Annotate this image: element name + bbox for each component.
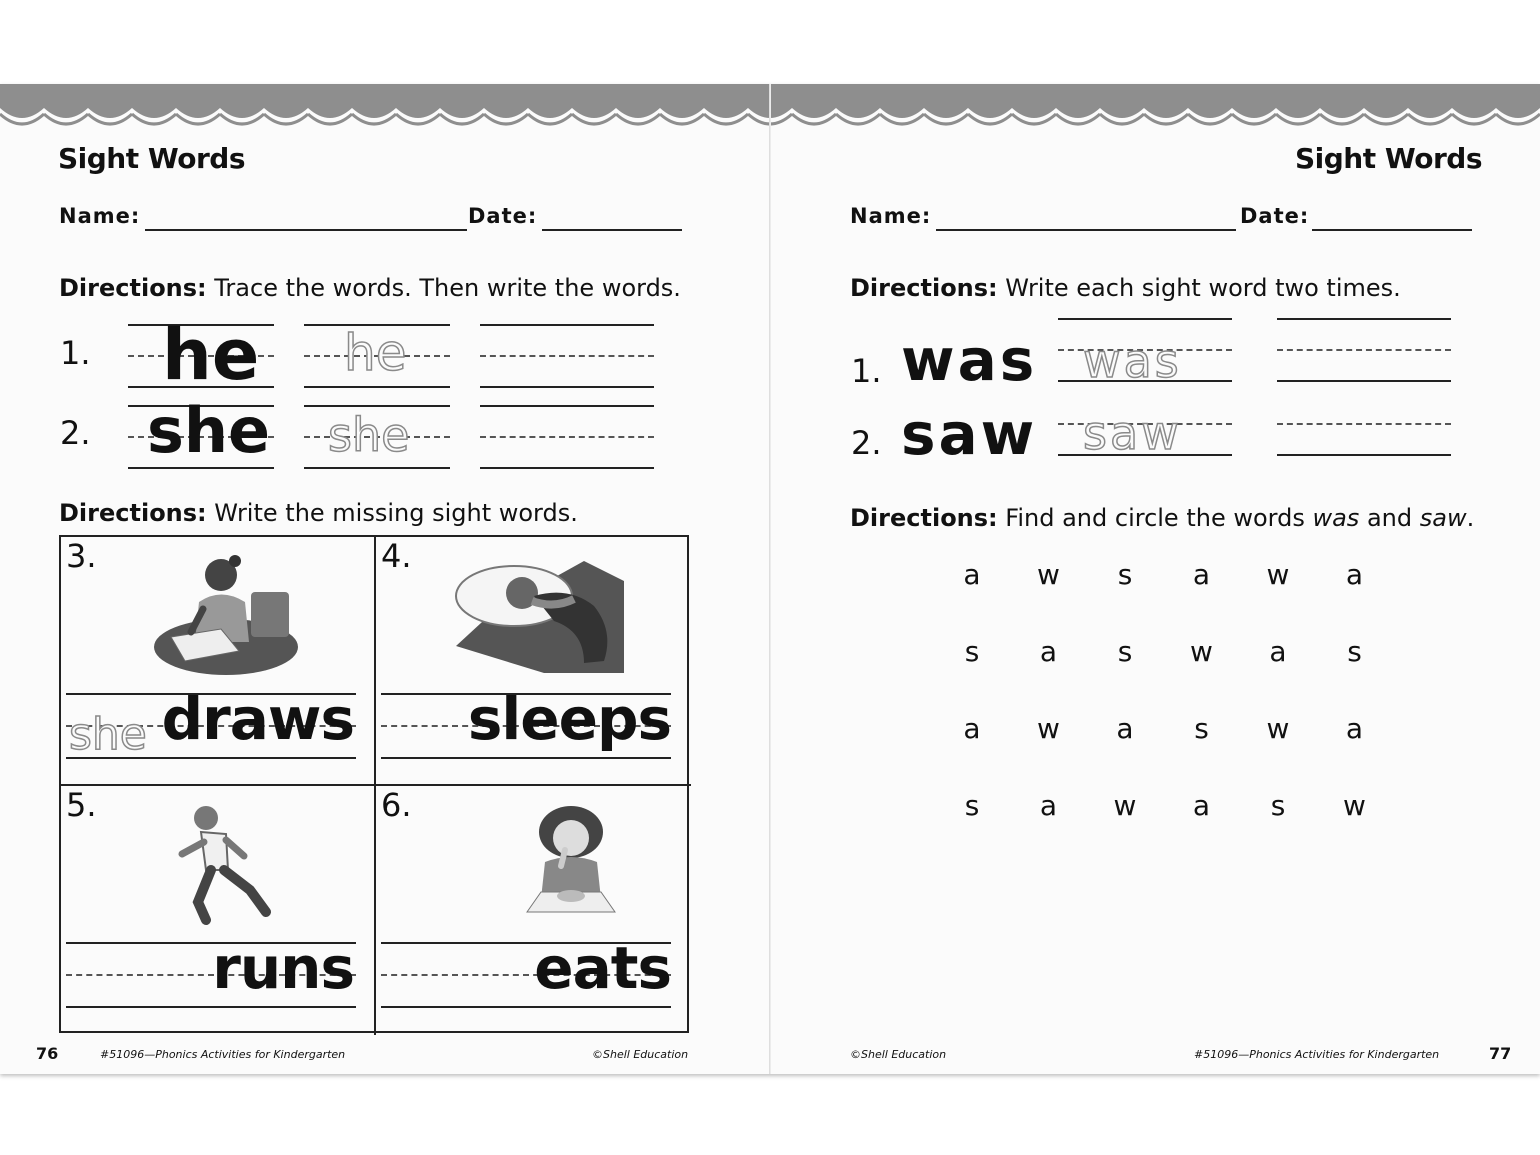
directions-trace bbox=[59, 274, 681, 302]
word-search-letter[interactable]: a bbox=[963, 712, 981, 745]
trace-word[interactable]: was bbox=[1083, 334, 1182, 388]
word-search-letter[interactable]: w bbox=[1343, 789, 1366, 822]
trace-word[interactable]: she bbox=[69, 709, 147, 760]
word-search-letter[interactable]: s bbox=[1270, 789, 1286, 822]
cell-number: 3. bbox=[66, 537, 97, 575]
item-number: 1. bbox=[60, 334, 91, 372]
word-search-letter[interactable]: a bbox=[1192, 558, 1211, 591]
footer-publisher: ©Shell Education bbox=[850, 1048, 947, 1061]
book-spread bbox=[0, 84, 1540, 1074]
left-page bbox=[0, 84, 769, 1074]
cell-number: 5. bbox=[66, 786, 97, 824]
picture-grid bbox=[59, 535, 689, 1033]
directions-text: . bbox=[1466, 504, 1475, 532]
directions-text: Write each sight word two times. bbox=[997, 274, 1401, 302]
boy-sleeping-picture bbox=[454, 551, 629, 676]
word-search-letter[interactable]: w bbox=[1266, 558, 1290, 591]
word-search-letter[interactable]: a bbox=[1039, 789, 1058, 822]
boy-running-picture bbox=[176, 802, 276, 927]
directions-text: Trace the words. Then write the words. bbox=[206, 274, 681, 302]
directions-text: and bbox=[1359, 504, 1420, 532]
cell-word: sleeps bbox=[467, 685, 671, 753]
right-page bbox=[771, 84, 1540, 1074]
directions-word-search bbox=[850, 504, 1474, 532]
model-word: saw bbox=[901, 400, 1038, 468]
directions-text: Write the missing sight words. bbox=[206, 499, 578, 527]
item-number: 2. bbox=[60, 414, 91, 452]
word-search-letter[interactable]: a bbox=[1345, 558, 1364, 591]
date-blank[interactable] bbox=[542, 229, 682, 231]
directions-label: Directions: bbox=[850, 274, 998, 302]
footer-book-title: #51096—Phonics Activities for Kindergarten bbox=[1194, 1048, 1440, 1061]
item-number: 2. bbox=[851, 424, 882, 462]
word-search-letter[interactable]: a bbox=[963, 558, 981, 591]
model-word: was bbox=[901, 326, 1038, 394]
date-label: Date: bbox=[468, 204, 538, 228]
write-lines[interactable] bbox=[1277, 392, 1451, 454]
footer-publisher: ©Shell Education bbox=[592, 1048, 689, 1061]
cell-number: 4. bbox=[381, 537, 412, 575]
word-search-letter[interactable]: a bbox=[1345, 712, 1364, 745]
name-label: Name: bbox=[59, 204, 141, 228]
word-search-letter[interactable]: w bbox=[1037, 558, 1060, 591]
picture-cell bbox=[376, 786, 691, 1035]
cell-word: eats bbox=[534, 934, 671, 1002]
word-search-letter[interactable]: a bbox=[1116, 712, 1134, 745]
word-search-letter[interactable]: a bbox=[1192, 789, 1211, 822]
cell-word: runs bbox=[212, 934, 354, 1002]
directions-missing-words bbox=[59, 499, 578, 527]
page-number: 77 bbox=[1489, 1044, 1512, 1063]
cell-number: 6. bbox=[381, 786, 412, 824]
picture-cell bbox=[61, 537, 376, 786]
footer-book-title: #51096—Phonics Activities for Kindergarten bbox=[100, 1048, 346, 1061]
date-blank[interactable] bbox=[1312, 229, 1472, 231]
name-blank[interactable] bbox=[145, 229, 467, 231]
girl-eating-picture bbox=[521, 804, 621, 924]
word-search-letter[interactable]: s bbox=[964, 789, 980, 822]
picture-cell bbox=[376, 537, 691, 786]
word-search-letter[interactable]: w bbox=[1190, 635, 1213, 668]
trace-word[interactable]: she bbox=[328, 408, 410, 462]
word-search-letter[interactable]: w bbox=[1037, 712, 1060, 745]
write-lines[interactable] bbox=[1277, 318, 1451, 380]
trace-word[interactable]: saw bbox=[1083, 406, 1182, 460]
model-word: he bbox=[162, 314, 260, 396]
word-search-letter[interactable]: w bbox=[1266, 712, 1290, 745]
page-title: Sight Words bbox=[1294, 142, 1482, 175]
directions-label: Directions: bbox=[850, 504, 998, 532]
word-search-letter[interactable]: s bbox=[1194, 712, 1209, 745]
girl-drawing-picture bbox=[151, 547, 301, 677]
picture-cell bbox=[61, 786, 376, 1035]
word-search-letter[interactable]: s bbox=[1117, 558, 1133, 591]
cell-word: draws bbox=[161, 685, 354, 753]
word-search-letter[interactable]: w bbox=[1113, 789, 1137, 822]
directions-word-saw: saw bbox=[1419, 504, 1467, 532]
page-number: 76 bbox=[36, 1044, 59, 1063]
word-search-letter[interactable]: s bbox=[1347, 635, 1362, 668]
write-lines[interactable] bbox=[480, 324, 654, 386]
date-label: Date: bbox=[1240, 204, 1310, 228]
directions-text: Find and circle the words bbox=[997, 504, 1313, 532]
model-word: she bbox=[147, 394, 271, 467]
directions-word-was: was bbox=[1312, 504, 1360, 532]
word-search-letter[interactable]: a bbox=[1269, 635, 1287, 668]
word-search-letter[interactable]: s bbox=[964, 635, 980, 668]
write-lines[interactable] bbox=[480, 405, 654, 467]
trace-word[interactable]: he bbox=[344, 324, 407, 382]
directions-write-twice bbox=[850, 274, 1401, 302]
word-search-letter[interactable]: s bbox=[1117, 635, 1133, 668]
page-title: Sight Words bbox=[58, 142, 246, 175]
name-blank[interactable] bbox=[936, 229, 1236, 231]
directions-label: Directions: bbox=[59, 499, 207, 527]
directions-label: Directions: bbox=[59, 274, 207, 302]
name-label: Name: bbox=[850, 204, 932, 228]
item-number: 1. bbox=[851, 352, 882, 390]
word-search-letter[interactable]: a bbox=[1039, 635, 1058, 668]
